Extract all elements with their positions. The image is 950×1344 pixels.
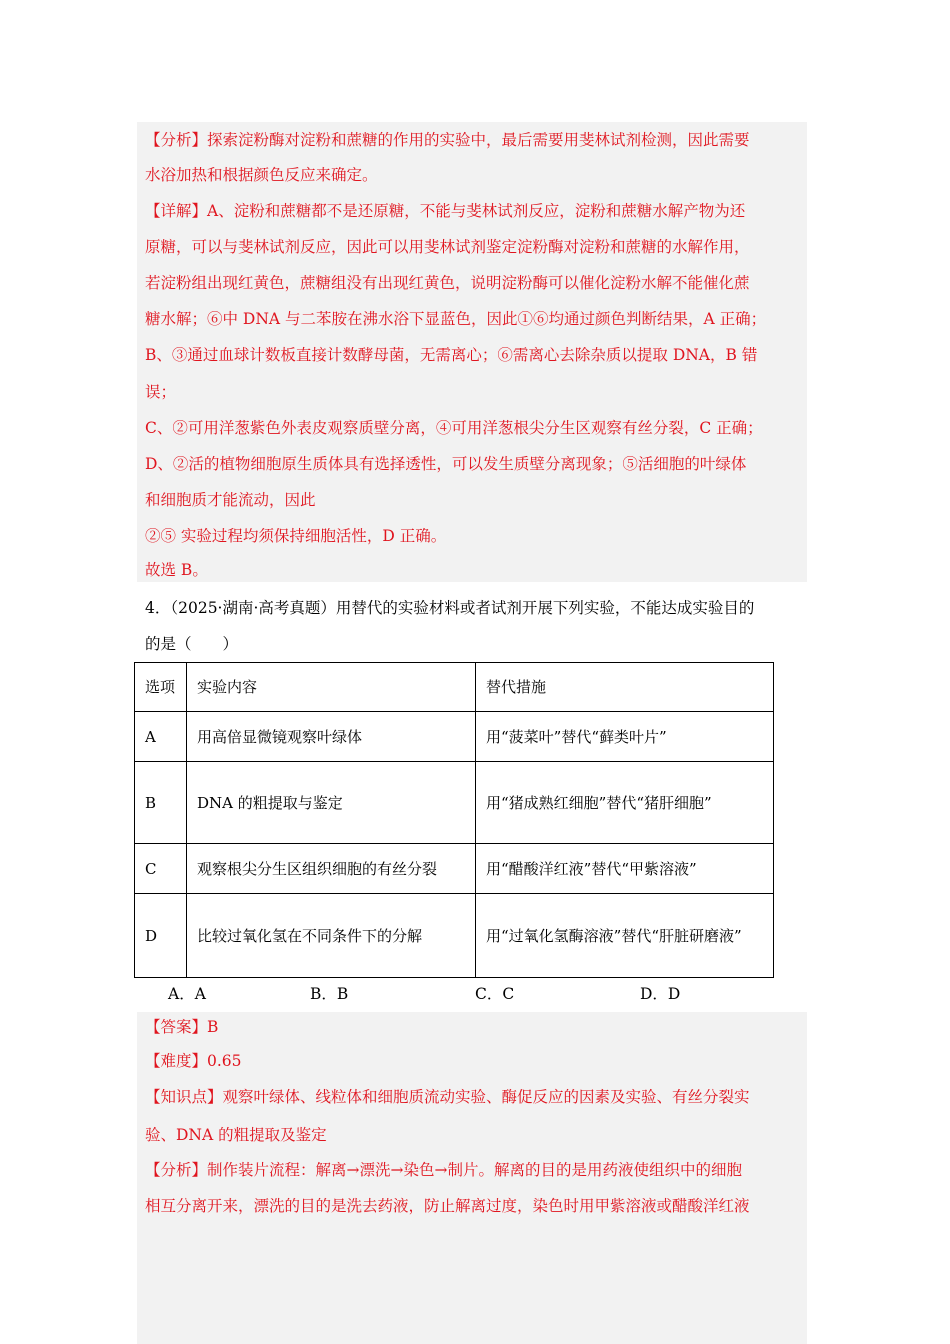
table-header: 选项 xyxy=(135,663,187,712)
table-row xyxy=(135,894,774,978)
table-cell: 用“菠菜叶”替代“藓类叶片” xyxy=(476,712,774,762)
analysis-line: 相互分离开来，漂洗的目的是洗去药液，防止解离过度，染色时用甲紫溶液或醋酸洋红液 xyxy=(145,1197,750,1215)
question-text: 的是（ ） xyxy=(145,635,239,653)
table-row xyxy=(135,762,774,844)
detail-line: 和细胞质才能流动，因此 xyxy=(145,491,316,509)
analysis-line: 水浴加热和根据颜色反应来确定。 xyxy=(145,166,378,184)
table-cell: 用“过氧化氢酶溶液”替代“肝脏研磨液” xyxy=(476,894,774,978)
analysis-line: 【分析】制作装片流程：解离→漂洗→染色→制片。解离的目的是用药液使组织中的细胞 xyxy=(145,1161,742,1179)
table-cell: 观察根尖分生区组织细胞的有丝分裂 xyxy=(187,844,476,894)
detail-line: C、②可用洋葱紫色外表皮观察质壁分离，④可用洋葱根尖分生区观察有丝分裂，C 正确； xyxy=(145,419,763,437)
options-table xyxy=(134,662,774,978)
choice-c: C．C xyxy=(475,985,515,1003)
detail-line: 【详解】A、淀粉和蔗糖都不是还原糖，不能与斐林试剂反应，淀粉和蔗糖水解产物为还 xyxy=(145,202,746,220)
answer-line: 【答案】B xyxy=(145,1018,219,1036)
detail-line: 误； xyxy=(145,383,177,401)
analysis-line: 【分析】探索淀粉酶对淀粉和蔗糖的作用的实验中，最后需要用斐林试剂检测，因此需要 xyxy=(145,131,750,149)
table-row xyxy=(135,844,774,894)
table-cell: 比较过氧化氢在不同条件下的分解 xyxy=(187,894,476,978)
choice-d: D．D xyxy=(640,985,681,1003)
table-cell: B xyxy=(135,762,187,844)
table-header: 替代措施 xyxy=(476,663,774,712)
table-row xyxy=(135,712,774,762)
table-cell: C xyxy=(135,844,187,894)
knowledge-line: 验、DNA 的粗提取及鉴定 xyxy=(145,1126,327,1144)
difficulty-line: 【难度】0.65 xyxy=(145,1052,242,1070)
table-header-row xyxy=(135,663,774,712)
detail-line: 故选 B。 xyxy=(145,561,208,579)
table-cell: 用“醋酸洋红液”替代“甲紫溶液” xyxy=(476,844,774,894)
choice-b: B．B xyxy=(310,985,349,1003)
detail-line: 原糖，可以与斐林试剂反应，因此可以用斐林试剂鉴定淀粉酶对淀粉和蔗糖的水解作用， xyxy=(145,238,750,256)
table-cell: 用高倍显微镜观察叶绿体 xyxy=(187,712,476,762)
table-cell: A xyxy=(135,712,187,762)
detail-line: 若淀粉组出现红黄色，蔗糖组没有出现红黄色，说明淀粉酶可以催化淀粉水解不能催化蔗 xyxy=(145,274,750,292)
detail-line: B、③通过血球计数板直接计数酵母菌，无需离心；⑥需离心去除杂质以提取 DNA，B 错 xyxy=(145,346,758,364)
detail-line: 糖水解；⑥中 DNA 与二苯胺在沸水浴下显蓝色，因此①⑥均通过颜色判断结果，A 正确； xyxy=(145,310,767,328)
question-text: 4．（2025·湖南·高考真题）用替代的实验材料或者试剂开展下列实验，不能达成实验目的 xyxy=(145,599,755,617)
table-cell: DNA 的粗提取与鉴定 xyxy=(187,762,476,844)
knowledge-line: 【知识点】观察叶绿体、线粒体和细胞质流动实验、酶促反应的因素及实验、有丝分裂实 xyxy=(145,1088,750,1106)
detail-line: D、②活的植物细胞原生质体具有选择透性，可以发生质壁分离现象；⑤活细胞的叶绿体 xyxy=(145,455,747,473)
table-header: 实验内容 xyxy=(187,663,476,712)
table-cell: D xyxy=(135,894,187,978)
choice-a: A．A xyxy=(168,985,206,1003)
table-cell: 用“猪成熟红细胞”替代“猪肝细胞” xyxy=(476,762,774,844)
detail-line: ②⑤ 实验过程均须保持细胞活性，D 正确。 xyxy=(145,527,447,545)
